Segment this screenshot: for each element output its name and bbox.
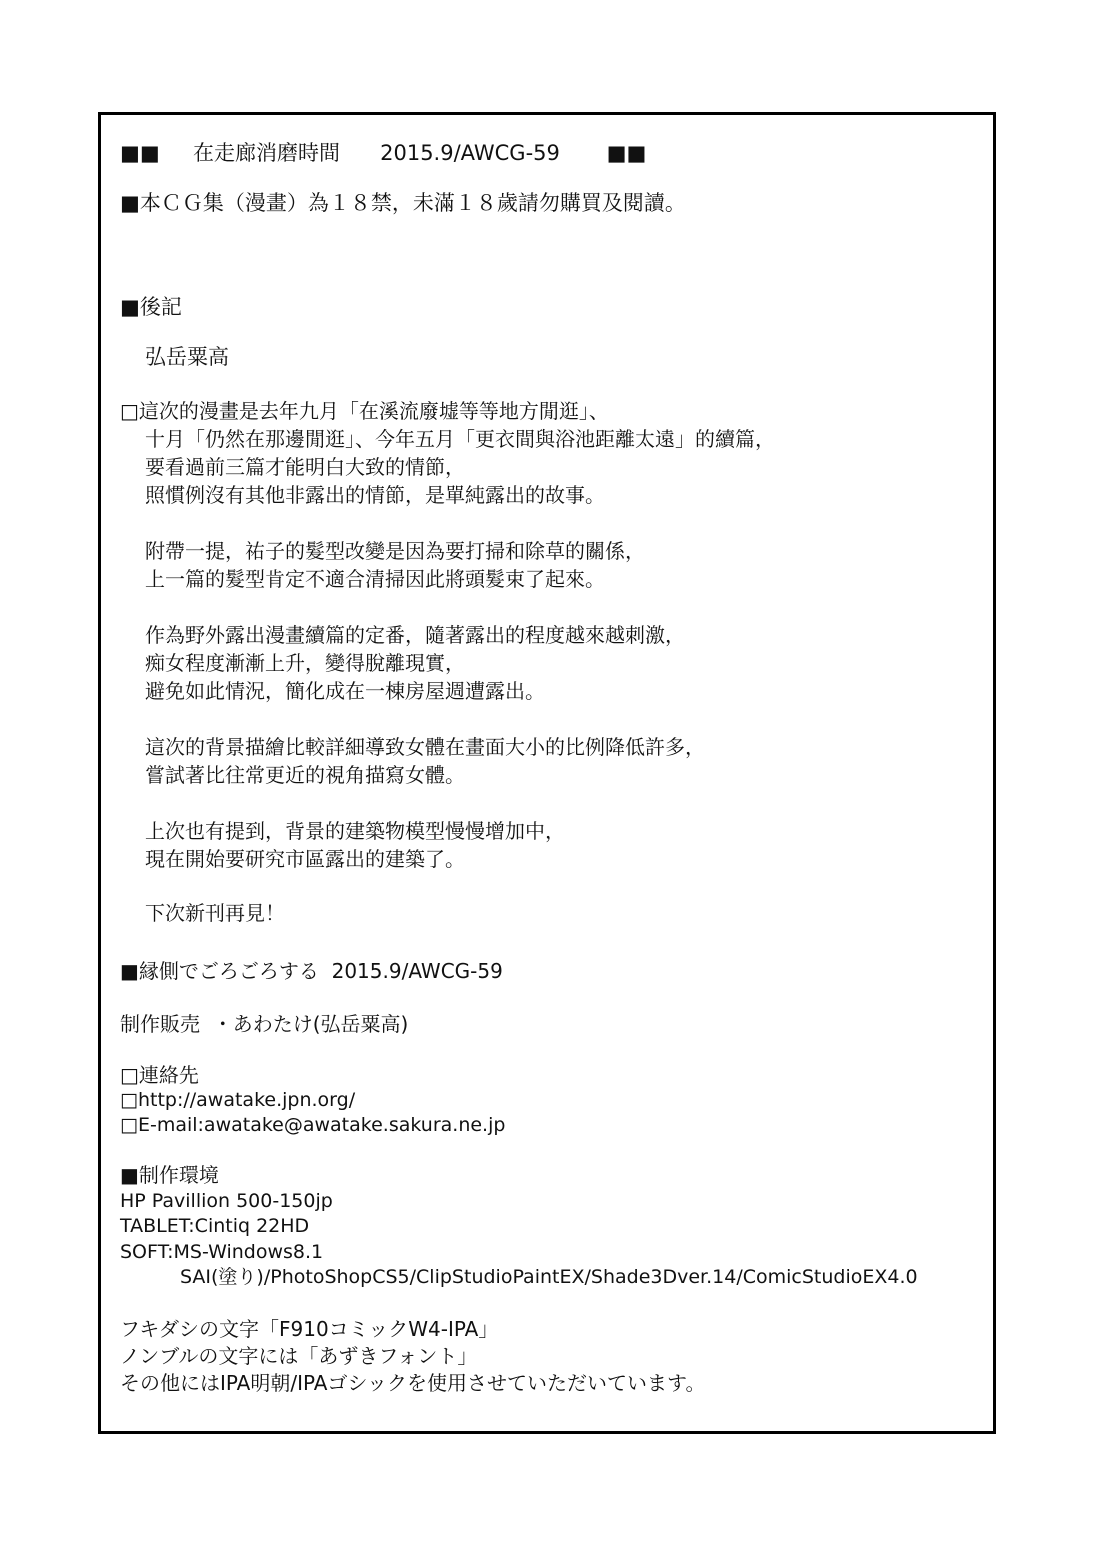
contact-url[interactable]: □http://awatake.jpn.org/ <box>120 1089 356 1111</box>
environment-line: SAI(塗り)/PhotoShopCS5/ClipStudioPaintEX/Shade3Dver.14/ComicStudioEX4.0 <box>180 1266 918 1288</box>
afterword-line: 作為野外露出漫畫續篇的定番，隨著露出的程度越來越刺激， <box>145 623 685 647</box>
environment-heading: ■制作環境 <box>120 1163 219 1187</box>
afterword-line: 痴女程度漸漸上升，變得脫離現實， <box>145 651 465 675</box>
contact-heading: □連絡先 <box>120 1063 199 1087</box>
afterword-line: 避免如此情況，簡化成在一棟房屋週遭露出。 <box>145 679 545 703</box>
afterword-line: □這次的漫畫是去年九月「在溪流廢墟等等地方閒逛」、 <box>120 399 609 423</box>
afterword-line: 這次的背景描繪比較詳細導致女體在畫面大小的比例降低許多， <box>145 735 705 759</box>
environment-line: SOFT:MS-Windows8.1 <box>120 1241 324 1263</box>
afterword-line: 嘗試著比往常更近的視角描寫女體。 <box>145 763 465 787</box>
circle-name-line: ■縁側でごろごろする 2015.9/AWCG-59 <box>120 959 503 983</box>
age-warning: ■本ＣＧ集（漫畫）為１８禁，未滿１８歲請勿購買及閱讀。 <box>120 191 686 215</box>
header-title-line: ■■ 在走廊消磨時間 2015.9/AWCG-59 ■■ <box>120 141 647 165</box>
afterword-line: 上次也有提到，背景的建築物模型慢慢增加中， <box>145 819 565 843</box>
font-credit-line: ノンブルの文字には「あずきフォント」 <box>120 1344 478 1368</box>
afterword-line: 附帶一提，祐子的髮型改變是因為要打掃和除草的關係， <box>145 539 645 563</box>
author-name: 弘岳粟高 <box>145 345 229 369</box>
environment-line: TABLET:Cintiq 22HD <box>120 1215 310 1237</box>
contact-email[interactable]: □E-mail:awatake@awatake.sakura.ne.jp <box>120 1114 506 1136</box>
environment-line: HP Pavillion 500-150jp <box>120 1190 333 1212</box>
afterword-heading: ■後記 <box>120 295 182 319</box>
afterword-line: 要看過前三篇才能明白大致的情節， <box>145 455 465 479</box>
afterword-line: 十月「仍然在那邊閒逛」、今年五月「更衣間與浴池距離太遠」的續篇， <box>145 427 775 451</box>
font-credit-line: フキダシの文字「F910コミックW4-IPA」 <box>120 1317 499 1341</box>
afterword-line: 上一篇的髮型肯定不適合清掃因此將頭髮束了起來。 <box>145 567 605 591</box>
font-credit-line: その他にはIPA明朝/IPAゴシックを使用させていただいています。 <box>120 1371 706 1395</box>
producer-line: 制作販売 ・あわたけ(弘岳粟高) <box>120 1012 409 1036</box>
afterword-line: 下次新刊再見！ <box>145 901 285 925</box>
afterword-line: 現在開始要研究市區露出的建築了。 <box>145 847 465 871</box>
afterword-line: 照慣例沒有其他非露出的情節，是單純露出的故事。 <box>145 483 605 507</box>
